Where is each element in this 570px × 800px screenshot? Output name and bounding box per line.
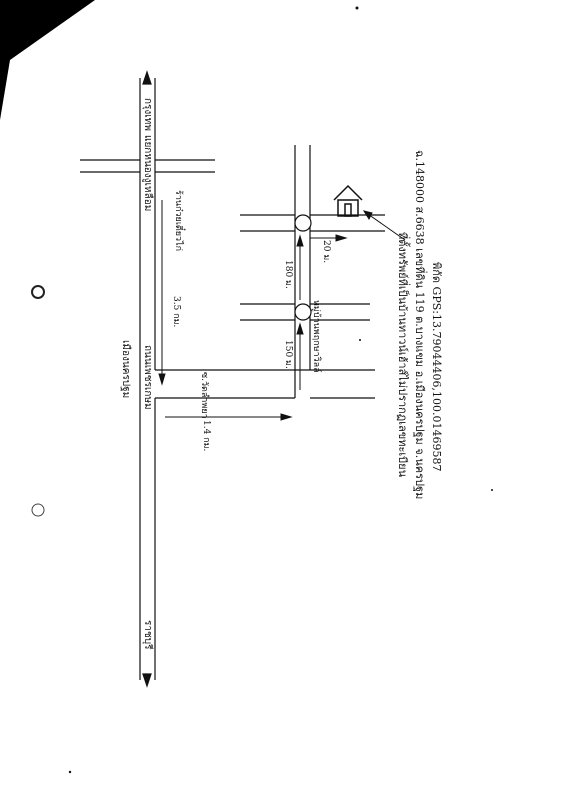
distance-arrow-150 xyxy=(297,324,303,390)
address-line-3: พิกัด GPS:13.79044406,100.01469587 xyxy=(430,262,443,472)
village-label: หมู่บ้านพฤกษาวิลล์ xyxy=(311,300,321,373)
cross-road-label: แยกหนองงูเหลือม xyxy=(142,135,153,212)
city-label: เมืองนครปฐม xyxy=(120,340,131,399)
distance-arrow-14 xyxy=(165,414,291,420)
roundabout-icon xyxy=(295,215,311,231)
soi-road xyxy=(155,370,375,398)
shop-label: ร้านก๋วยเตี๋ยวไก่ xyxy=(173,190,183,252)
distance-arrow-35 xyxy=(159,200,165,384)
distance-label-20: 20 ม. xyxy=(321,240,331,264)
main-road-label: ถนนเพชรเกษม xyxy=(142,345,153,410)
distance-label-14: 1.4 กม. xyxy=(201,420,211,452)
distance-label-150: 150 ม. xyxy=(283,340,293,369)
punch-hole-top xyxy=(32,286,44,298)
roundabout-icon xyxy=(295,304,311,320)
address-line-2: ฉ.148000 ส.6638 เลขที่ดิน 119 ต.บางแขม อ.เมืองนครปฐม จ.นครปฐม xyxy=(413,150,426,500)
top-direction-label: กรุงเทพ xyxy=(142,98,153,131)
house-icon xyxy=(334,186,362,216)
soi-label: ซ.วัดลำพยา xyxy=(199,372,209,419)
scan-corner xyxy=(0,0,95,120)
distance-arrow-180 xyxy=(297,236,303,300)
address-line-1: ที่ตั้งทรัพย์ที่เป็นบ้านทาวน์เฮ้าส์ไม่ปรากฏเลขทะเบียน xyxy=(396,232,409,478)
distance-label-180: 180 ม. xyxy=(283,260,293,289)
bottom-direction-label: ราชบุรี xyxy=(142,620,153,650)
distance-label-35: 3.5 กม. xyxy=(171,296,181,328)
punch-hole-bottom xyxy=(32,504,44,516)
